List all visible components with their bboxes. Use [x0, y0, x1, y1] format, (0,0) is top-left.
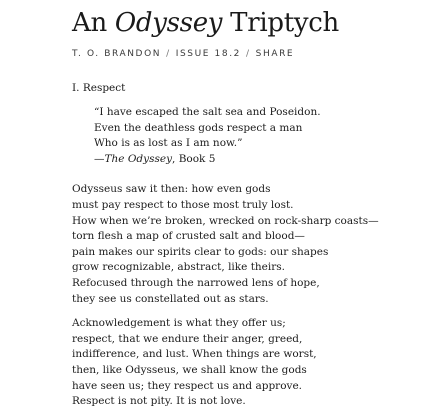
- title-italic: Odyssey: [114, 8, 223, 38]
- stanza: [72, 182, 432, 307]
- poem-line: pain makes our spirits clear to gods: our shapes: [72, 245, 329, 258]
- author-link[interactable]: T. O. BRANDON: [72, 49, 162, 59]
- attribution-dash: —: [94, 152, 105, 165]
- poem-line: respect, that we endure their anger, greed,: [72, 332, 303, 345]
- poem-line: Respect is not pity. It is not love.: [72, 395, 246, 408]
- share-link[interactable]: SHARE: [255, 49, 295, 59]
- poem-line: indifference, and lust. When things are worst,: [72, 348, 317, 361]
- title-suffix: Triptych: [222, 8, 339, 38]
- poem-line: torn flesh a map of crusted salt and blood—: [72, 230, 305, 243]
- epigraph-line: “I have escaped the salt sea and Poseidon.: [94, 106, 321, 118]
- attribution-ref: , Book 5: [172, 152, 216, 165]
- stanza: [72, 316, 432, 410]
- article: [72, 0, 432, 410]
- poem-line: must pay respect to those most truly lost.: [72, 198, 294, 211]
- issue-label[interactable]: ISSUE 18.2: [175, 49, 241, 59]
- epigraph-attribution: [94, 152, 432, 168]
- epigraph: [94, 105, 432, 167]
- poem-line: grow recognizable, abstract, like theirs.: [72, 261, 285, 274]
- epigraph-line: Even the deathless gods respect a man: [94, 121, 303, 134]
- byline-separator: /: [246, 49, 251, 59]
- page-title: [72, 0, 432, 40]
- byline: [72, 49, 432, 59]
- poem-line: Odysseus saw it then: how even gods: [72, 183, 271, 196]
- poem-line: then, like Odysseus, we shall know the gods: [72, 363, 307, 376]
- poem-line: How when we’re broken, wrecked on rock-sharp coasts—: [72, 214, 379, 227]
- poem-line: they see us constellated out as stars.: [72, 292, 269, 305]
- section-heading: I. Respect: [72, 82, 126, 94]
- poem-line: Acknowledgement is what they offer us;: [72, 317, 286, 330]
- byline-separator: /: [166, 49, 171, 59]
- epigraph-line: Who is as lost as I am now.”: [94, 137, 243, 150]
- poem-line: have seen us; they respect us and approve.: [72, 379, 303, 392]
- attribution-work: The Odyssey: [104, 152, 173, 165]
- title-prefix: An: [72, 8, 115, 38]
- poem-line: Refocused through the narrowed lens of hope,: [72, 276, 320, 289]
